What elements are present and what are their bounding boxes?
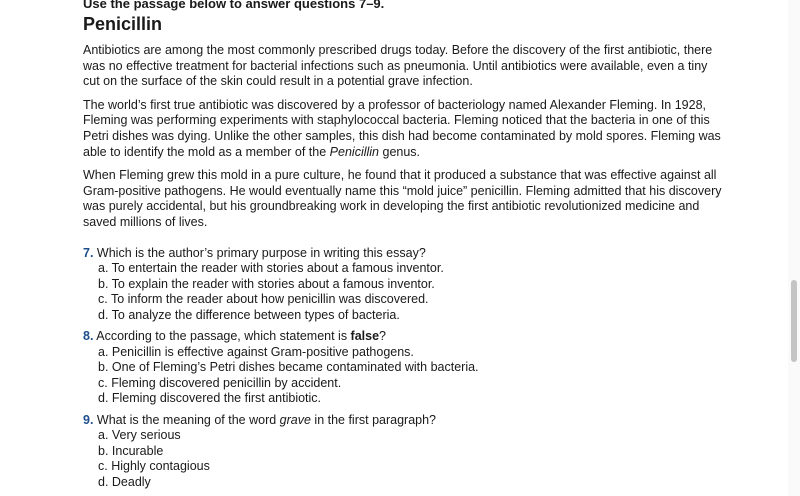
text-segment: The world’s first true antibiotic was discovered by a professor of bacteriology named Alexander Fleming. In 1928, Fleming was performing experiments with staphylococcal bacteria. Fleming noticed that the bacteria in one of this Petri dishes was dying. Unlike the other samples, this dish had become contaminated by mold spores. Fleming was able to identify the mold as a member of the	[83, 97, 721, 159]
italic-text-segment: grave	[279, 412, 311, 427]
passage-paragraph	[83, 43, 723, 90]
question-number: 8.	[83, 329, 94, 344]
passage-title: Penicillin	[83, 14, 163, 34]
answer-option: a. To entertain the reader with stories about a famous inventor.	[98, 261, 444, 276]
answer-option: d. Fleming discovered the first antibiotic.	[98, 391, 322, 406]
answer-option: a. Penicillin is effective against Gram-positive pathogens.	[98, 344, 414, 359]
italic-text-segment: Penicillin	[329, 144, 380, 159]
passage-paragraph	[83, 168, 723, 230]
text-segment: According to the passage, which statement is	[96, 329, 351, 344]
answer-option: b. To explain the reader with stories about a famous inventor.	[98, 276, 435, 291]
answer-option: a. Very serious	[98, 428, 181, 443]
answer-option: b. One of Fleming’s Petri dishes became contaminated with bacteria.	[98, 360, 479, 375]
answer-option: b. Incurable	[98, 443, 164, 458]
passage-content	[83, 0, 723, 496]
answer-option: c. Fleming discovered penicillin by accident.	[98, 375, 342, 390]
bold-text-segment: false	[350, 329, 380, 344]
text-segment: When Fleming grew this mold in a pure culture, he found that it produced a substance that was effective against all Gram-positive pathogens. He would eventually name this “mold juice” penicillin. Fleming admitted that his discovery was purely accidental, but his groundbreaking work in developing the first antibiotic revolutionized medicine and saved millions of lives.	[83, 168, 722, 229]
question-item	[83, 246, 723, 324]
question-number: 9.	[83, 412, 94, 427]
question-stem	[83, 329, 723, 345]
scrollbar-thumb[interactable]	[791, 280, 797, 362]
question-list	[83, 246, 723, 491]
answer-option: d. Deadly	[98, 474, 151, 489]
vertical-scrollbar[interactable]	[788, 0, 800, 496]
text-segment: genus.	[379, 144, 421, 159]
question-number: 7.	[83, 245, 94, 260]
question-item	[83, 329, 723, 407]
instructions-text: Use the passage below to answer questions 7–9.	[83, 0, 385, 11]
answer-option: d. To analyze the difference between types of bacteria.	[98, 307, 400, 322]
answer-option: c. To inform the reader about how penicillin was discovered.	[98, 292, 429, 307]
text-segment: Antibiotics are among the most commonly prescribed drugs today. Before the discovery of the first antibiotic, there was no effective treatment for bacterial infections such as pneumonia. Until antibiotics were available, even a tiny cut on the surface of the skin could result in a potential grave infection.	[83, 43, 713, 89]
text-segment: Which is the author’s primary purpose in writing this essay?	[96, 245, 426, 260]
question-stem	[83, 246, 723, 262]
answer-options	[83, 345, 723, 407]
text-segment: ?	[379, 329, 386, 344]
answer-option: c. Highly contagious	[98, 459, 210, 474]
passage-body	[83, 43, 723, 231]
text-segment: What is the meaning of the word	[96, 412, 280, 427]
question-item	[83, 413, 723, 491]
answer-options	[83, 428, 723, 490]
passage-paragraph	[83, 98, 723, 160]
question-stem	[83, 413, 723, 429]
text-segment: in the first paragraph?	[310, 412, 437, 427]
answer-options	[83, 261, 723, 323]
